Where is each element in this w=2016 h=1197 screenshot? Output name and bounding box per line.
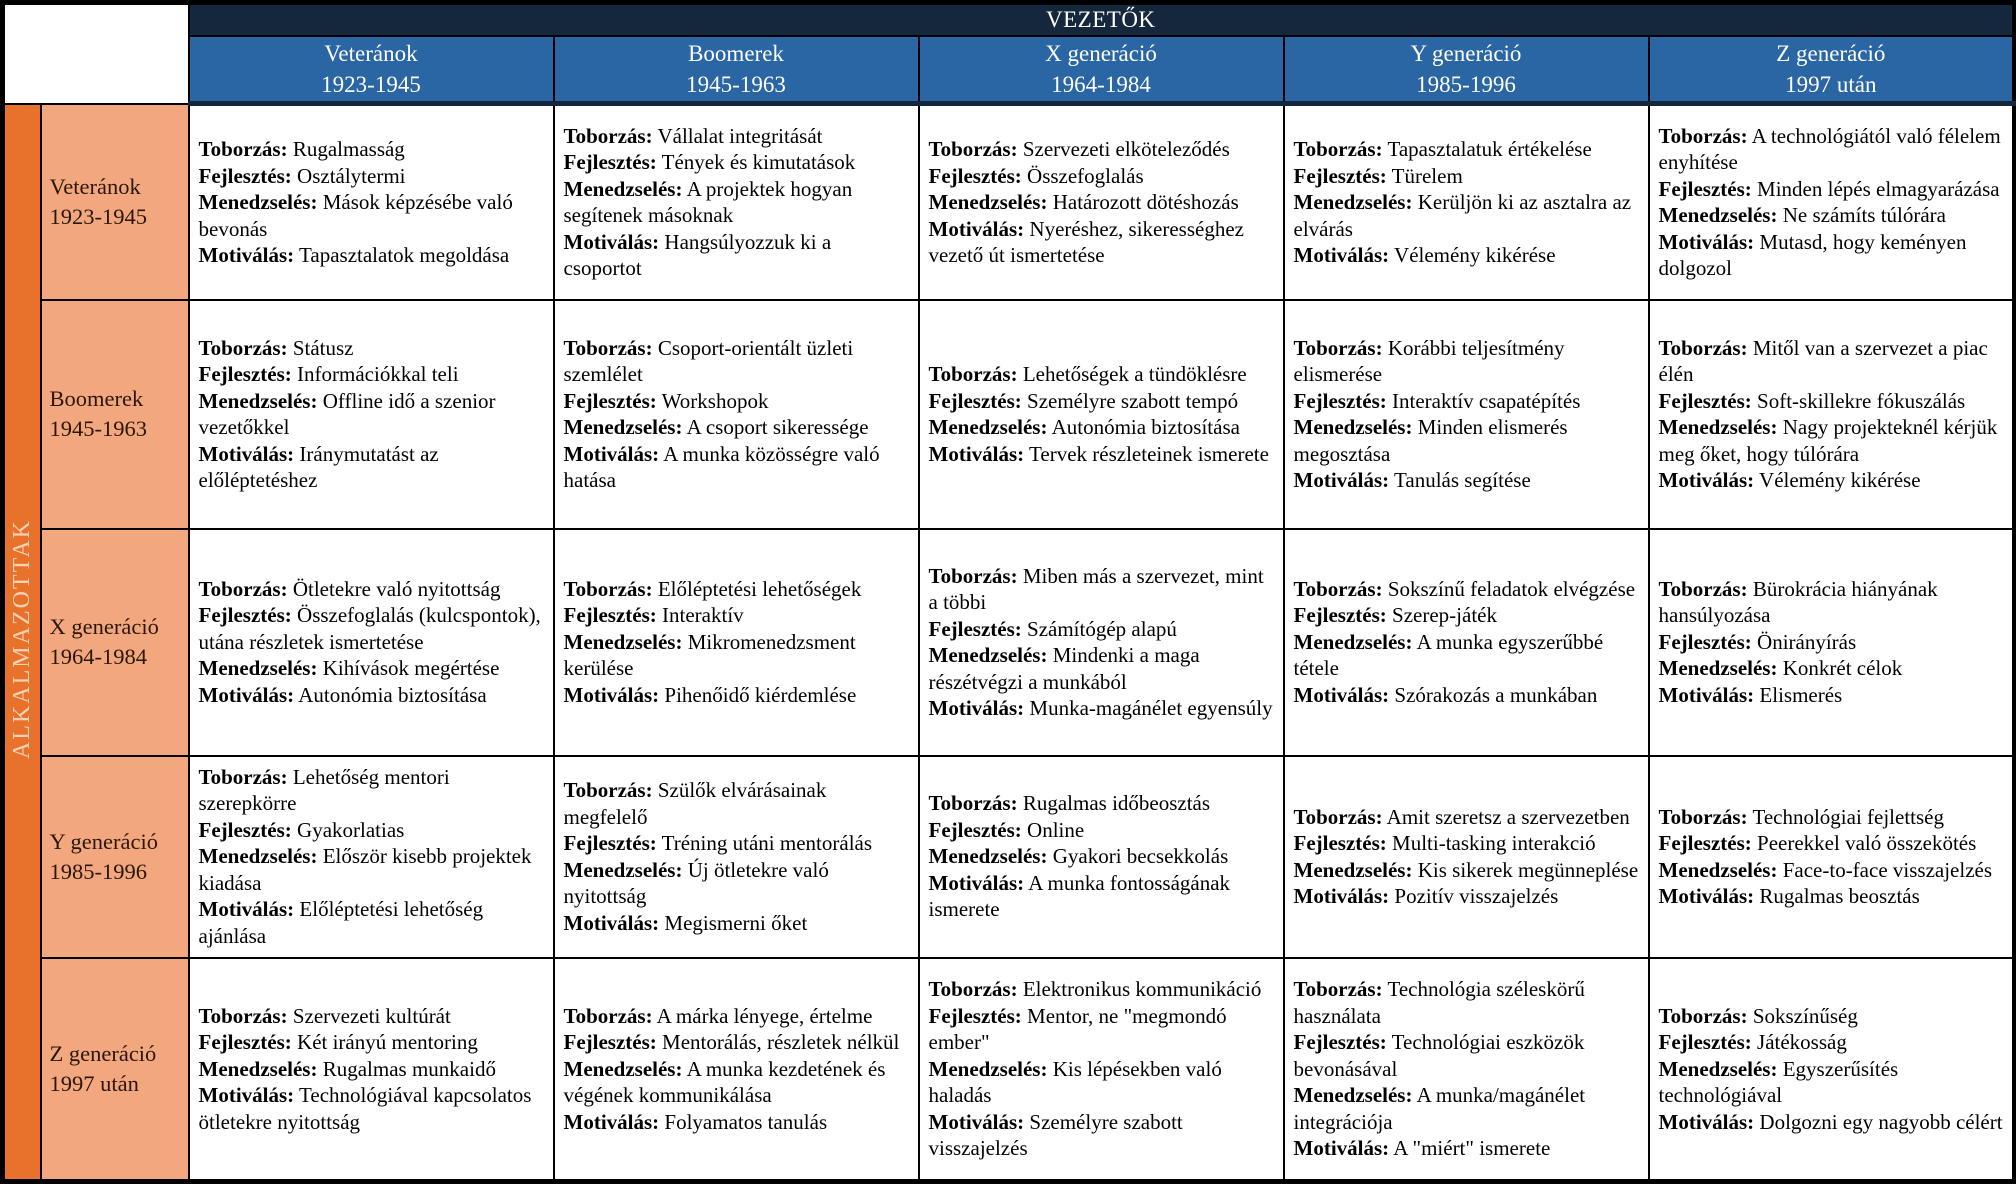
matrix-cell-r3c4	[1649, 756, 2015, 958]
entry-label: Menedzselés:	[563, 1056, 683, 1081]
entry-label: Menedzselés:	[198, 844, 318, 869]
entry-label: Fejlesztés:	[1293, 163, 1387, 188]
entry-value: Konkrét célok	[1782, 656, 1903, 681]
entry-label: Motiválás:	[1658, 468, 1755, 492]
matrix-row-boomerek	[3, 300, 2015, 529]
entry-value: Játékosság	[1757, 1030, 1847, 1054]
entry-label: Fejlesztés:	[1658, 176, 1752, 201]
entry-label: Fejlesztés:	[563, 831, 657, 855]
entry-label: Motiválás:	[1658, 682, 1755, 707]
matrix-cell-r2c3	[1284, 529, 1649, 756]
entry-label: Fejlesztés:	[1658, 388, 1752, 413]
entry-value: Soft-skillekre fókuszálás	[1757, 388, 1966, 413]
entry-label: Menedzselés:	[1658, 857, 1778, 882]
entry-value: Iránymutatást az előléptetéshez	[198, 441, 439, 492]
entry-label: Toborzás:	[1658, 335, 1748, 360]
entry-value: Rugalmas időbeosztás	[1022, 791, 1211, 816]
entry-label: Toborzás:	[563, 1003, 653, 1028]
entry-label: Fejlesztés:	[1658, 629, 1752, 654]
entry-value: Sokszínűség	[1752, 1003, 1858, 1028]
title-row	[3, 3, 2015, 37]
entry-label: Menedzselés:	[563, 176, 683, 201]
entry-label: Motiválás:	[198, 897, 295, 922]
entry-label: Toborzás:	[198, 137, 288, 161]
entry-label: Menedzselés:	[563, 857, 683, 882]
entry-value: A "miért" ismerete	[1393, 1136, 1551, 1160]
matrix-cell-r4c0	[189, 958, 554, 1182]
entry-value: Online	[1027, 817, 1085, 842]
entry-value: Minden lépés elmagyarázása	[1757, 176, 2000, 201]
entry-value: Előléptetési lehetőség ajánlása	[198, 897, 484, 948]
row-header-x-generacio	[41, 529, 189, 756]
entry-label: Menedzselés:	[1293, 857, 1413, 882]
matrix-cell-r3c0	[189, 756, 554, 958]
matrix-cell-r1c0	[189, 300, 554, 529]
column-years: 1997 után	[1785, 72, 1877, 97]
row-name: Z generáció	[49, 1040, 157, 1066]
entry-label: Motiválás:	[1293, 884, 1390, 908]
entry-value: Amit szeretsz a szervezetben	[1386, 804, 1630, 829]
entry-value: Mikromenedzsment kerülése	[563, 629, 856, 681]
matrix-cell-r0c2	[919, 104, 1284, 300]
matrix-cell-r3c3	[1284, 756, 1649, 958]
entry-label: Fejlesztés:	[198, 1030, 292, 1054]
entry-label: Toborzás:	[928, 563, 1018, 588]
entry-value: A csoport sikeressége	[686, 415, 869, 439]
column-name: Y generáció	[1410, 41, 1522, 66]
entry-label: Toborzás:	[1658, 1003, 1748, 1028]
entry-value: A munka kezdetének és végének kommunikálása	[563, 1056, 886, 1107]
matrix-cell-r0c1	[554, 104, 919, 300]
entry-label: Motiválás:	[563, 441, 660, 466]
column-years: 1964-1984	[1051, 72, 1151, 97]
entry-label: Motiválás:	[563, 229, 660, 254]
entry-value: Technológiával kapcsolatos ötletekre nyitottság	[198, 1083, 532, 1134]
entry-label: Menedzselés:	[1293, 1083, 1413, 1107]
column-name: X generáció	[1045, 41, 1157, 66]
entry-value: Szórakozás a munkában	[1394, 682, 1598, 707]
entry-label: Motiválás:	[563, 682, 660, 707]
entry-label: Toborzás:	[1293, 804, 1383, 829]
entry-value: Vélemény kikérése	[1759, 468, 1921, 492]
row-header-z-generacio	[41, 958, 189, 1182]
entry-value: Peerekkel való összekötés	[1757, 831, 1977, 855]
matrix-row-x-generacio	[3, 529, 2015, 756]
entry-label: Toborzás:	[1293, 576, 1383, 601]
entry-label: Menedzselés:	[928, 844, 1048, 869]
matrix-cell-r2c2	[919, 529, 1284, 756]
entry-value: A munka/magánélet integrációja	[1293, 1083, 1586, 1134]
entry-label: Toborzás:	[1293, 335, 1383, 360]
entry-value: Türelem	[1391, 163, 1463, 188]
entry-label: Toborzás:	[198, 764, 288, 789]
row-header-boomerek	[41, 300, 189, 529]
entry-value: Technológiai eszközök bevonásával	[1293, 1030, 1585, 1081]
matrix-row-veteranok	[3, 104, 2015, 300]
entry-label: Fejlesztés:	[563, 150, 657, 175]
employees-axis	[3, 104, 41, 1182]
entry-value: Mindenki a maga részétvégzi a munkából	[928, 643, 1200, 694]
employees-axis-label: ALKALMAZOTTAK	[8, 519, 35, 760]
entry-value: Tapasztalatok megoldása	[299, 243, 510, 267]
entry-value: Gyakorlatias	[297, 817, 405, 842]
entry-label: Menedzselés:	[928, 1056, 1048, 1081]
entry-label: Motiválás:	[563, 1109, 660, 1134]
entry-value: Státusz	[292, 335, 354, 360]
column-name: Veteránok	[324, 41, 418, 66]
entry-label: Menedzselés:	[1658, 415, 1778, 439]
entry-label: Toborzás:	[563, 335, 653, 360]
entry-label: Motiválás:	[928, 1109, 1025, 1134]
entry-label: Toborzás:	[198, 335, 288, 360]
row-name: X generáció	[49, 614, 159, 639]
entry-label: Menedzselés:	[563, 629, 683, 654]
entry-label: Motiválás:	[1293, 1136, 1390, 1160]
entry-value: Nyeréshez, sikerességhez vezető út ismertetése	[928, 216, 1244, 267]
entry-value: Ötletekre való nyitottság	[292, 576, 501, 601]
entry-value: Vélemény kikérése	[1394, 243, 1556, 267]
entry-value: A munka egyszerűbbé tétele	[1293, 629, 1604, 681]
matrix-cell-r1c3	[1284, 300, 1649, 529]
entry-label: Toborzás:	[928, 137, 1018, 161]
entry-value: Két irányú mentoring	[297, 1030, 478, 1054]
matrix-row-z-generacio	[3, 958, 2015, 1182]
entry-label: Menedzselés:	[1293, 190, 1413, 214]
row-years: 1964-1984	[49, 644, 147, 669]
entry-label: Fejlesztés:	[928, 163, 1022, 188]
entry-value: Korábbi teljesítmény elismerése	[1293, 335, 1565, 386]
entry-label: Menedzselés:	[198, 656, 318, 681]
column-header-x-generacio	[919, 36, 1284, 104]
leaders-axis-title: VEZETŐK	[189, 3, 2015, 37]
entry-value: Gyakori becsekkolás	[1052, 844, 1229, 869]
entry-label: Motiválás:	[928, 441, 1025, 466]
entry-value: Nagy projekteknél kérjük meg őket, hogy túlórára	[1658, 415, 1998, 466]
entry-value: Tapasztalatuk értékelése	[1387, 137, 1592, 161]
entry-label: Fejlesztés:	[1293, 1030, 1387, 1054]
entry-label: Motiválás:	[1293, 243, 1390, 267]
matrix-cell-r4c2	[919, 958, 1284, 1182]
row-header-y-generacio	[41, 756, 189, 958]
entry-label: Toborzás:	[928, 977, 1018, 1001]
entry-label: Motiválás:	[198, 682, 295, 707]
entry-label: Motiválás:	[928, 216, 1025, 241]
matrix-cell-r4c4	[1649, 958, 2015, 1182]
matrix-cell-r1c1	[554, 300, 919, 529]
entry-label: Fejlesztés:	[198, 603, 292, 628]
entry-value: Technológia széleskörű használata	[1293, 977, 1585, 1028]
entry-value: Elismerés	[1759, 682, 1843, 707]
entry-value: Hangsúlyozzuk ki a csoportot	[563, 229, 832, 281]
entry-label: Fejlesztés:	[928, 388, 1022, 413]
matrix-cell-r4c1	[554, 958, 919, 1182]
entry-label: Motiválás:	[1658, 229, 1755, 254]
entry-value: Megismerni őket	[664, 910, 808, 935]
entry-label: Motiválás:	[198, 441, 295, 466]
entry-value: Ne számíts túlórára	[1782, 203, 1946, 228]
row-years: 1945-1963	[49, 416, 147, 441]
entry-value: Lehetőség mentori szerepkörre	[198, 764, 450, 816]
entry-value: Folyamatos tanulás	[664, 1109, 828, 1134]
entry-value: Új ötletekre való nyitottság	[563, 857, 829, 908]
entry-value: Személyre szabott visszajelzés	[928, 1109, 1183, 1160]
matrix-cell-r2c1	[554, 529, 919, 756]
entry-value: Személyre szabott tempó	[1027, 388, 1239, 413]
column-years: 1945-1963	[686, 72, 786, 97]
entry-label: Fejlesztés:	[198, 163, 292, 188]
entry-label: Toborzás:	[1293, 137, 1383, 161]
entry-value: Interaktív csapatépítés	[1392, 388, 1581, 413]
entry-label: Motiválás:	[1293, 468, 1390, 492]
entry-label: Fejlesztés:	[1658, 831, 1752, 855]
entry-value: Autonómia biztosítása	[298, 682, 487, 707]
corner-cell	[3, 3, 189, 104]
entry-value: A technológiától való félelem enyhítése	[1658, 123, 2001, 175]
column-years: 1923-1945	[321, 72, 421, 97]
entry-value: Tervek részleteinek ismerete	[1029, 441, 1269, 466]
entry-value: Határozott dötéshozás	[1052, 190, 1239, 214]
entry-value: Kerüljön ki az asztalra az elvárás	[1293, 190, 1632, 241]
entry-value: Mentorálás, részletek nélkül	[662, 1030, 900, 1054]
entry-label: Menedzselés:	[928, 190, 1048, 214]
entry-value: Mutasd, hogy keményen dolgozol	[1658, 229, 1967, 281]
entry-label: Fejlesztés:	[198, 817, 292, 842]
entry-value: Tréning utáni mentorálás	[661, 831, 873, 855]
entry-value: Rugalmas beosztás	[1759, 884, 1920, 908]
entry-value: Lehetőségek a tündöklésre	[1022, 362, 1247, 386]
entry-value: Sokszínű feladatok elvégzése	[1387, 576, 1636, 601]
entry-value: Multi-tasking interakció	[1392, 831, 1596, 855]
entry-value: Egyszerűsítés technológiával	[1658, 1056, 1899, 1107]
matrix-row-y-generacio	[3, 756, 2015, 958]
column-header-veteranok	[189, 36, 554, 104]
entry-value: Csoport-orientált üzleti szemlélet	[563, 335, 854, 386]
entry-label: Menedzselés:	[928, 415, 1048, 439]
entry-value: Kis lépésekben való haladás	[928, 1056, 1222, 1107]
entry-label: Motiválás:	[198, 1083, 295, 1107]
matrix-cell-r1c2	[919, 300, 1284, 529]
entry-value: Minden elismerés megosztása	[1293, 415, 1568, 466]
entry-label: Fejlesztés:	[1658, 1030, 1752, 1054]
column-header-z-generacio	[1649, 36, 2015, 104]
entry-value: Offline idő a szenior vezetőkkel	[198, 388, 496, 439]
entry-value: Számítógép alapú	[1027, 616, 1177, 641]
entry-value: Először kisebb projektek kiadása	[198, 844, 532, 895]
column-years: 1985-1996	[1416, 72, 1516, 97]
entry-value: Elektronikus kommunikáció	[1022, 977, 1262, 1001]
entry-value: Mentor, ne "megmondó ember"	[928, 1003, 1227, 1054]
entry-label: Menedzselés:	[1293, 415, 1413, 439]
entry-value: Tanulás segítése	[1394, 468, 1531, 492]
entry-value: Tények és kimutatások	[661, 150, 856, 175]
entry-label: Menedzselés:	[563, 415, 683, 439]
entry-label: Motiválás:	[928, 870, 1025, 895]
entry-value: Technológiai fejlettség	[1752, 804, 1944, 829]
entry-value: Workshopok	[661, 388, 769, 413]
entry-label: Fejlesztés:	[1293, 388, 1387, 413]
entry-label: Toborzás:	[928, 791, 1018, 816]
entry-label: Fejlesztés:	[198, 362, 292, 386]
entry-value: Rugalmas munkaidő	[322, 1056, 496, 1081]
entry-value: Mások képzésébe való bevonás	[198, 190, 513, 241]
entry-label: Toborzás:	[198, 1003, 288, 1028]
entry-label: Menedzselés:	[1658, 1056, 1778, 1081]
entry-label: Menedzselés:	[1658, 656, 1778, 681]
entry-label: Toborzás:	[198, 576, 288, 601]
entry-value: Interaktív	[662, 603, 744, 628]
entry-value: Pihenőidő kiérdemlése	[664, 682, 857, 707]
entry-label: Toborzás:	[1658, 576, 1748, 601]
entry-label: Menedzselés:	[198, 190, 318, 214]
entry-value: Szervezeti kultúrát	[292, 1003, 451, 1028]
matrix-cell-r0c3	[1284, 104, 1649, 300]
row-years: 1997 után	[49, 1070, 139, 1096]
entry-label: Fejlesztés:	[928, 1003, 1022, 1028]
entry-label: Motiválás:	[928, 696, 1025, 720]
entry-value: Dolgozni egy nagyobb célért	[1759, 1109, 2003, 1134]
row-name: Y generáció	[49, 828, 158, 854]
entry-label: Toborzás:	[563, 778, 653, 802]
entry-value: A munka közösségre való hatása	[563, 441, 880, 492]
entry-value: Szervezeti elköteleződés	[1022, 137, 1230, 161]
entry-value: Face-to-face visszajelzés	[1782, 857, 1993, 882]
entry-label: Motiválás:	[1658, 1109, 1755, 1134]
entry-label: Menedzselés:	[928, 643, 1048, 667]
entry-value: Munka-magánélet egyensúly	[1029, 696, 1273, 720]
entry-value: Előléptetési lehetőségek	[657, 576, 862, 601]
column-name: Z generáció	[1776, 41, 1886, 66]
entry-label: Menedzselés:	[198, 388, 318, 413]
entry-value: Kis sikerek megünneplése	[1417, 857, 1639, 882]
entry-value: Szerep-játék	[1392, 603, 1497, 628]
matrix-cell-r0c4	[1649, 104, 2015, 300]
entry-label: Toborzás:	[1658, 123, 1748, 148]
entry-label: Menedzselés:	[1293, 629, 1413, 654]
entry-value: Önirányírás	[1757, 629, 1857, 654]
entry-label: Toborzás:	[1658, 804, 1748, 829]
entry-label: Toborzás:	[1293, 977, 1383, 1001]
matrix-cell-r3c2	[919, 756, 1284, 958]
entry-value: Információkkal teli	[297, 362, 459, 386]
entry-label: Fejlesztés:	[928, 616, 1022, 641]
entry-value: Pozitív visszajelzés	[1394, 884, 1559, 908]
entry-label: Fejlesztés:	[1293, 603, 1387, 628]
entry-label: Motiválás:	[1658, 884, 1755, 908]
entry-value: Mitől van a szervezet a piac élén	[1658, 335, 1988, 386]
row-name: Veteránok	[49, 173, 141, 199]
matrix-cell-r2c0	[189, 529, 554, 756]
entry-value: Bürokrácia hiányának hansúlyozása	[1658, 576, 1938, 628]
column-name: Boomerek	[688, 41, 784, 66]
entry-value: A munka fontosságának ismerete	[928, 870, 1231, 922]
entry-value: A projektek hogyan segítenek másoknak	[563, 176, 853, 228]
entry-label: Fejlesztés:	[563, 388, 657, 413]
row-header-veteranok	[41, 104, 189, 300]
entry-value: Szülők elvárásainak megfelelő	[563, 778, 827, 829]
matrix-cell-r4c3	[1284, 958, 1649, 1182]
entry-label: Motiválás:	[1293, 682, 1390, 707]
entry-value: Összefoglalás (kulcspontok), utána részletek ismertetése	[198, 603, 541, 654]
column-header-row	[3, 36, 2015, 104]
column-header-y-generacio	[1284, 36, 1649, 104]
entry-value: Összefoglalás	[1027, 163, 1144, 188]
entry-label: Menedzselés:	[198, 1056, 318, 1081]
entry-label: Fejlesztés:	[928, 817, 1022, 842]
entry-value: Osztálytermi	[297, 163, 406, 188]
matrix-cell-r3c1	[554, 756, 919, 958]
entry-label: Fejlesztés:	[563, 1030, 657, 1054]
entry-value: Kihívások megértése	[322, 656, 500, 681]
entry-label: Fejlesztés:	[1293, 831, 1387, 855]
column-header-boomerek	[554, 36, 919, 104]
row-years: 1923-1945	[49, 203, 147, 229]
entry-value: Autonómia biztosítása	[1051, 415, 1240, 439]
entry-value: Vállalat integritását	[657, 123, 823, 148]
matrix-cell-r2c4	[1649, 529, 2015, 756]
entry-label: Motiválás:	[563, 910, 660, 935]
entry-value: Rugalmasság	[292, 137, 405, 161]
entry-label: Fejlesztés:	[563, 603, 657, 628]
entry-label: Motiválás:	[198, 243, 295, 267]
matrix-cell-r1c4	[1649, 300, 2015, 529]
entry-value: Miben más a szervezet, mint a többi	[928, 563, 1264, 614]
row-name: Boomerek	[49, 386, 144, 411]
entry-label: Toborzás:	[563, 576, 653, 601]
entry-label: Menedzselés:	[1658, 203, 1778, 228]
entry-label: Toborzás:	[563, 123, 653, 148]
row-years: 1985-1996	[49, 858, 147, 884]
matrix-cell-r0c0	[189, 104, 554, 300]
entry-label: Toborzás:	[928, 362, 1018, 386]
entry-value: A márka lényege, értelme	[656, 1003, 873, 1028]
